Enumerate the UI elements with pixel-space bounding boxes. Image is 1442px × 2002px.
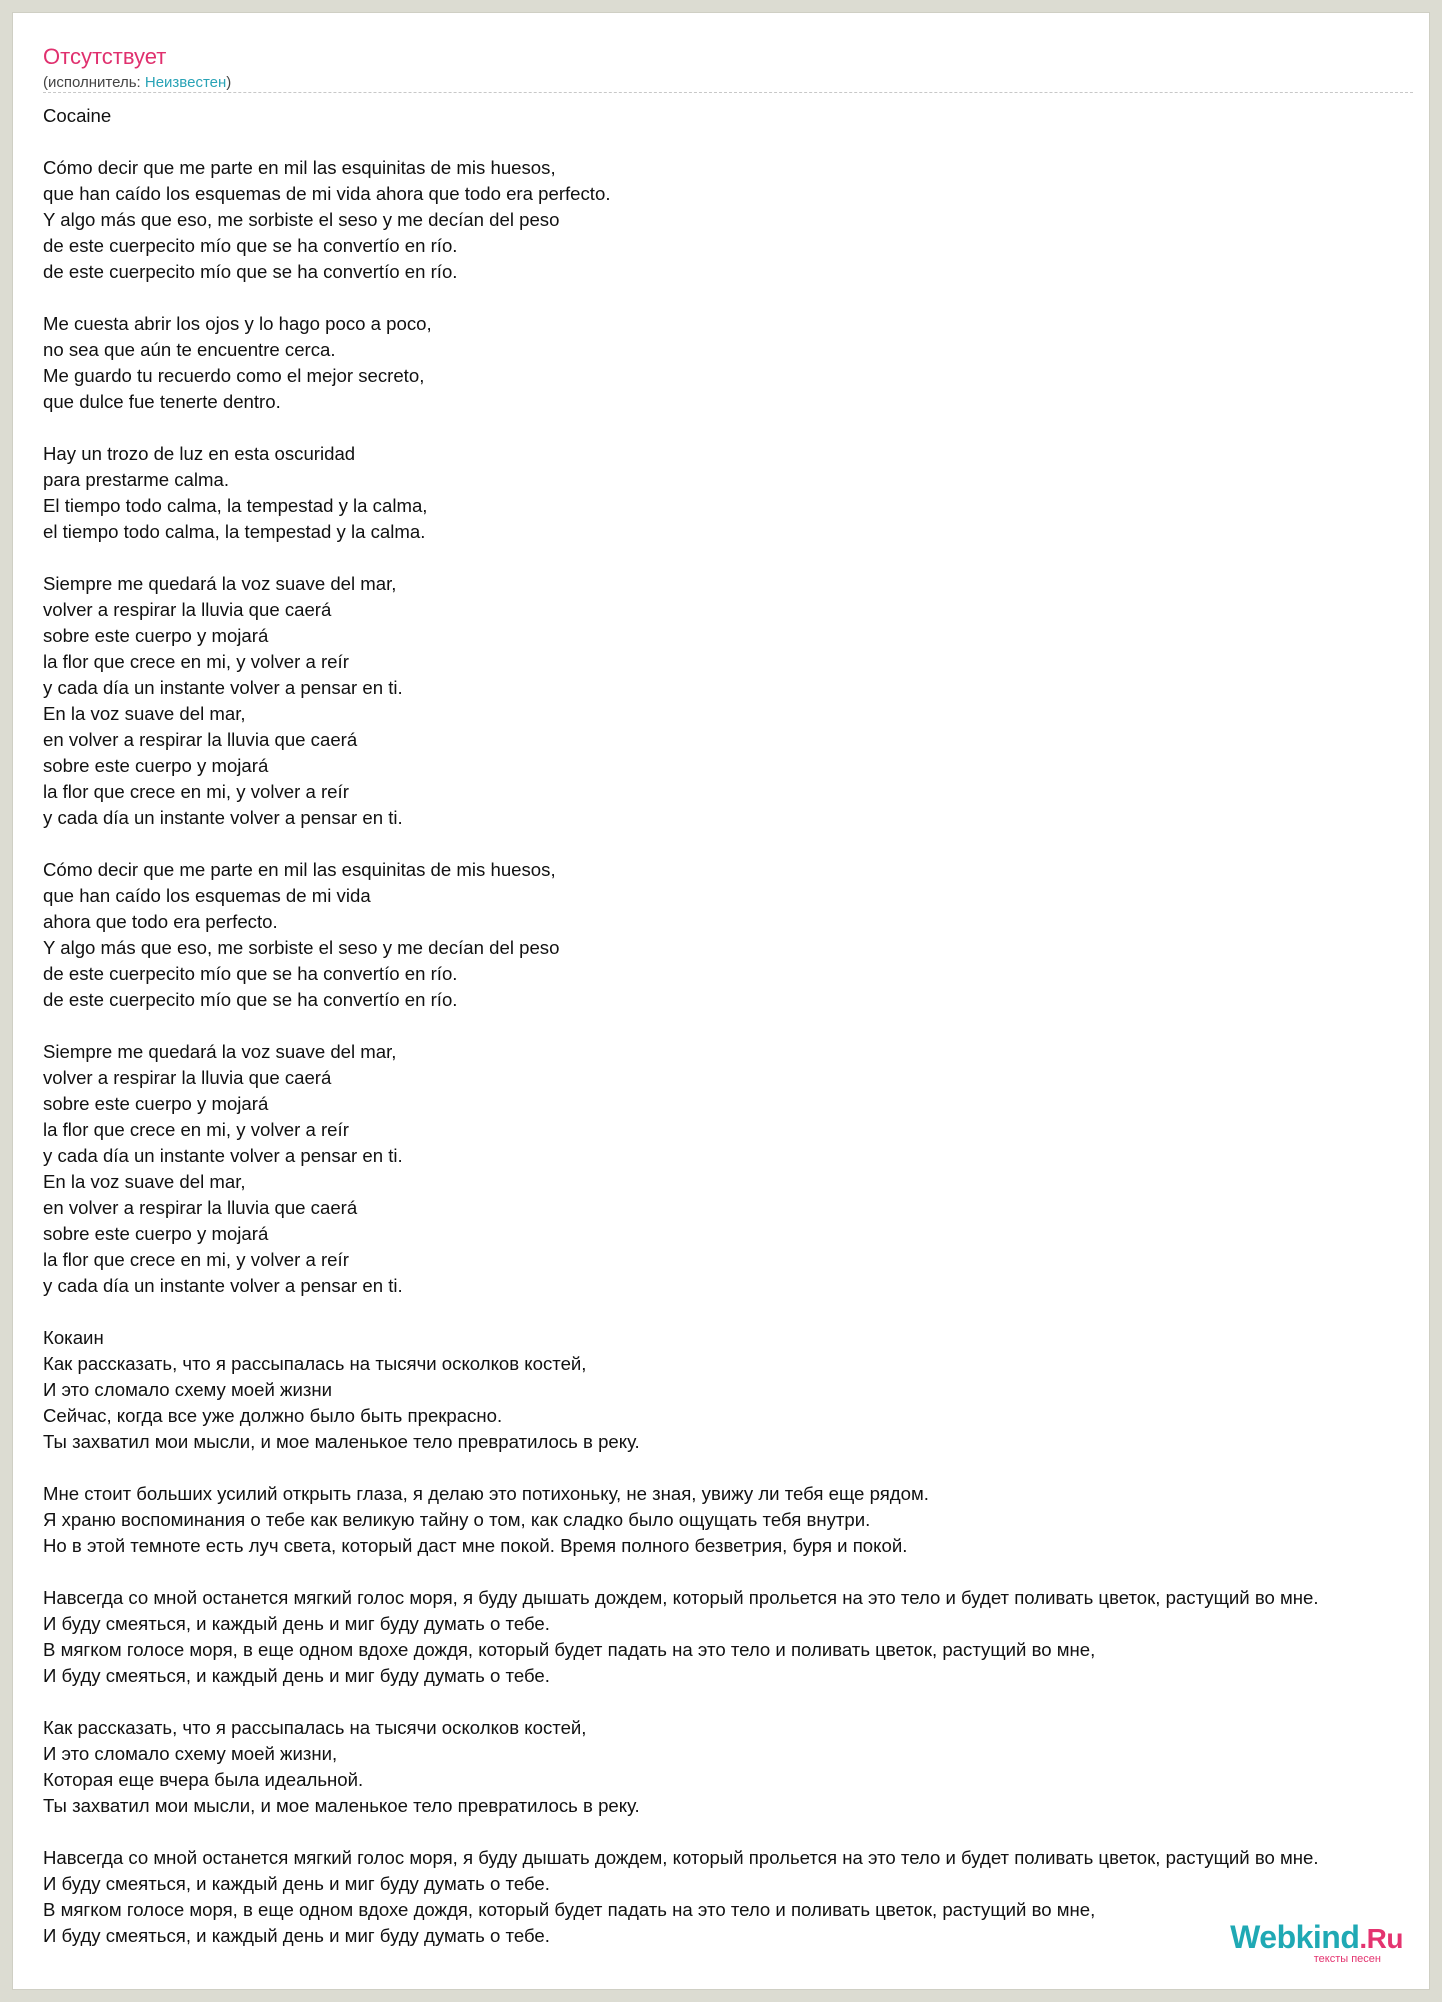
lyric-line: Навсегда со мной останется мягкий голос моря, я буду дышать дождем, который прольется на это тело и будет поливать цветок, растущий во мне.: [43, 1847, 1319, 1868]
lyric-line: En la voz suave del mar,: [43, 1171, 246, 1192]
lyric-line: que han caído los esquemas de mi vida: [43, 885, 371, 906]
page-frame: [12, 12, 1430, 1990]
lyric-line: Cómo decir que me parte en mil las esquinitas de mis huesos,: [43, 157, 556, 178]
lyric-line: И буду смеяться, и каждый день и миг буду думать о тебе.: [43, 1925, 550, 1946]
lyric-blank-line: [43, 1455, 1442, 1481]
lyric-line: de este cuerpecito mío que se ha convertío en río.: [43, 235, 458, 256]
lyric-line: Siempre me quedará la voz suave del mar,: [43, 1041, 397, 1062]
lyric-line: En la voz suave del mar,: [43, 703, 246, 724]
logo-word: Webkind: [1230, 1919, 1360, 1955]
lyric-line: Hay un trozo de luz en esta oscuridad: [43, 443, 356, 464]
lyric-line: Me guardo tu recuerdo como el mejor secreto,: [43, 365, 425, 386]
lyric-line: Навсегда со мной останется мягкий голос моря, я буду дышать дождем, который прольется на это тело и будет поливать цветок, растущий во мне.: [43, 1587, 1319, 1608]
lyric-line: Но в этой темноте есть луч света, который даст мне покой. Время полного безветрия, буря и покой.: [43, 1535, 908, 1556]
lyric-line: В мягком голосе моря, в еще одном вдохе дождя, который будет падать на это тело и поливать цветок, растущий во мне,: [43, 1899, 1096, 1920]
lyric-blank-line: [43, 831, 1442, 857]
lyric-line: de este cuerpecito mío que se ha convertío en río.: [43, 963, 458, 984]
lyric-line: la flor que crece en mi, y volver a reír: [43, 1249, 349, 1270]
lyric-line: y cada día un instante volver a pensar en ti.: [43, 1275, 403, 1296]
lyric-line: Cocaine: [43, 105, 112, 126]
lyric-line: volver a respirar la lluvia que caerá: [43, 1067, 332, 1088]
lyric-line: en volver a respirar la lluvia que caerá: [43, 729, 358, 750]
lyric-line: Y algo más que eso, me sorbiste el seso y me decían del peso: [43, 209, 560, 230]
lyric-blank-line: [43, 1559, 1442, 1585]
lyrics-body: [43, 103, 1442, 1949]
lyric-line: И буду смеяться, и каждый день и миг буду думать о тебе.: [43, 1873, 550, 1894]
lyric-line: y cada día un instante volver a pensar en ti.: [43, 1145, 403, 1166]
lyric-line: El tiempo todo calma, la tempestad y la calma,: [43, 495, 428, 516]
lyric-line: Cómo decir que me parte en mil las esquinitas de mis huesos,: [43, 859, 556, 880]
lyric-line: В мягком голосе моря, в еще одном вдохе дождя, который будет падать на это тело и поливать цветок, растущий во мне,: [43, 1639, 1096, 1660]
lyric-line: Сейчас, когда все уже должно было быть прекрасно.: [43, 1405, 503, 1426]
lyric-line: Ты захватил мои мысли, и мое маленькое тело превратилось в реку.: [43, 1431, 640, 1452]
lyric-line: И буду смеяться, и каждый день и миг буду думать о тебе.: [43, 1665, 550, 1686]
lyric-line: el tiempo todo calma, la tempestad y la calma.: [43, 521, 426, 542]
lyric-line: И буду смеяться, и каждый день и миг буду думать о тебе.: [43, 1613, 550, 1634]
lyric-line: y cada día un instante volver a pensar en ti.: [43, 807, 403, 828]
logo-tagline: тексты песен: [1313, 1953, 1381, 1965]
artist-suffix: ): [226, 74, 232, 91]
lyric-line: sobre este cuerpo y mojará: [43, 1093, 269, 1114]
lyric-line: Мне стоит больших усилий открыть глаза, я делаю это потихоньку, не зная, увижу ли тебя еще рядом.: [43, 1483, 929, 1504]
lyric-line: que dulce fue tenerte dentro.: [43, 391, 281, 412]
lyric-blank-line: [43, 545, 1442, 571]
header-separator: [43, 92, 1413, 93]
lyric-line: sobre este cuerpo y mojará: [43, 755, 269, 776]
lyric-line: la flor que crece en mi, y volver a reír: [43, 651, 349, 672]
lyric-line: la flor que crece en mi, y volver a reír: [43, 781, 349, 802]
lyric-line: en volver a respirar la lluvia que caerá: [43, 1197, 358, 1218]
lyric-line: volver a respirar la lluvia que caerá: [43, 599, 332, 620]
lyric-line: Ты захватил мои мысли, и мое маленькое тело превратилось в реку.: [43, 1795, 640, 1816]
artist-line: [43, 73, 231, 93]
lyric-line: Как рассказать, что я рассыпалась на тысячи осколков костей,: [43, 1353, 587, 1374]
lyric-line: Me cuesta abrir los ojos y lo hago poco a poco,: [43, 313, 432, 334]
lyric-line: que han caído los esquemas de mi vida ahora que todo era perfecto.: [43, 183, 611, 204]
lyric-line: sobre este cuerpo y mojará: [43, 625, 269, 646]
lyric-line: Y algo más que eso, me sorbiste el seso y me decían del peso: [43, 937, 560, 958]
lyric-blank-line: [43, 1299, 1442, 1325]
lyric-line: y cada día un instante volver a pensar en ti.: [43, 677, 403, 698]
lyric-line: la flor que crece en mi, y volver a reír: [43, 1119, 349, 1140]
lyric-line: Как рассказать, что я рассыпалась на тысячи осколков костей,: [43, 1717, 587, 1738]
lyric-blank-line: [43, 1013, 1442, 1039]
logo-wordmark: [1230, 1919, 1403, 1957]
lyric-line: Которая еще вчера была идеальной.: [43, 1769, 364, 1790]
lyric-line: sobre este cuerpo y mojará: [43, 1223, 269, 1244]
lyric-blank-line: [43, 1689, 1442, 1715]
lyric-line: Siempre me quedará la voz suave del mar,: [43, 573, 397, 594]
lyric-line: Я храню воспоминания о тебе как великую тайну о том, как сладко было ощущать тебя внутри.: [43, 1509, 871, 1530]
lyric-line: Кокаин: [43, 1327, 104, 1348]
artist-prefix: (исполнитель:: [43, 74, 145, 91]
lyric-line: de este cuerpecito mío que se ha convertío en río.: [43, 261, 458, 282]
lyric-line: de este cuerpecito mío que se ha convertío en río.: [43, 989, 458, 1010]
lyric-line: no sea que aún te encuentre cerca.: [43, 339, 336, 360]
lyric-line: И это сломало схему моей жизни,: [43, 1743, 338, 1764]
song-title: Отсутствует: [43, 44, 167, 69]
lyric-blank-line: [43, 415, 1442, 441]
lyric-line: ahora que todo era perfecto.: [43, 911, 278, 932]
lyric-blank-line: [43, 285, 1442, 311]
site-logo[interactable]: [1230, 1919, 1403, 1969]
artist-link[interactable]: Неизвестен: [144, 74, 227, 91]
lyric-line: И это сломало схему моей жизни: [43, 1379, 333, 1400]
lyric-line: para prestarme calma.: [43, 469, 230, 490]
logo-suffix: .Ru: [1359, 1923, 1403, 1954]
lyric-blank-line: [43, 129, 1442, 155]
lyric-blank-line: [43, 1819, 1442, 1845]
